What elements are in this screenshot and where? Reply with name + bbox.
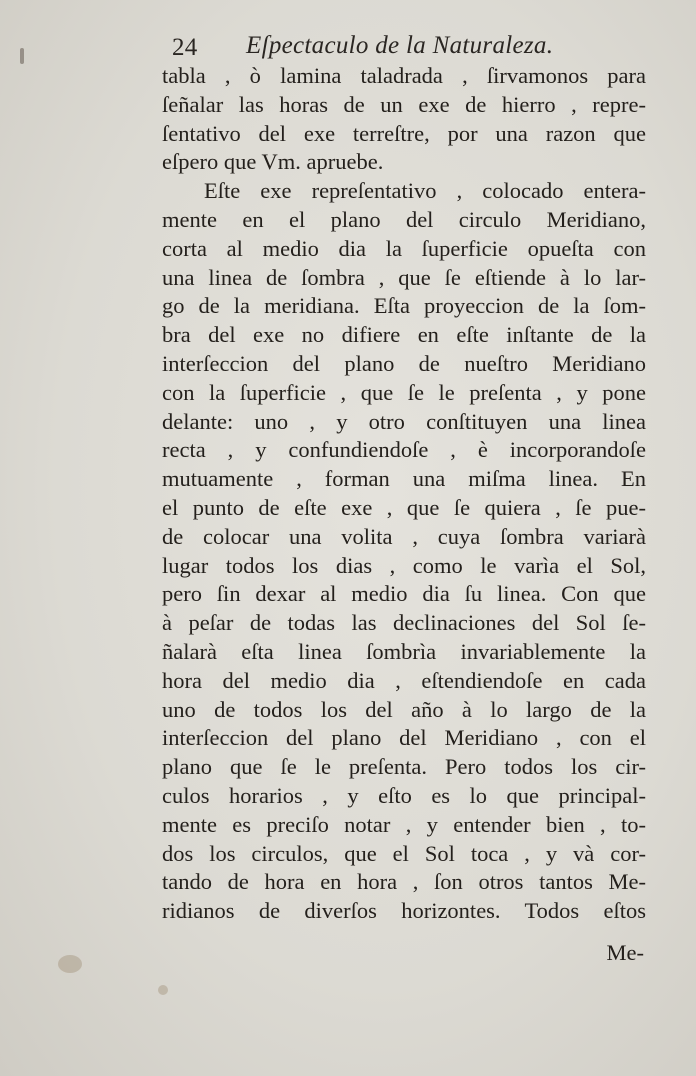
foxing-spot <box>58 955 82 973</box>
text-line: delante: uno , y otro conſtituyen una linea <box>162 408 646 434</box>
running-title: Eſpectaculo de la Naturaleza. <box>246 32 554 59</box>
text-line: corta al medio dia la ſuperficie opueſta con <box>162 235 646 261</box>
body-text <box>162 62 646 926</box>
text-line: mente es preciſo notar , y entender bien , to- <box>162 811 646 837</box>
text-line: lugar todos los dias , como le varìa el Sol, <box>162 552 646 578</box>
text-line: el punto de eſte exe , que ſe quiera , ſe pue- <box>162 494 646 520</box>
text-line: ñalarà eſta linea ſombrìa invariablemente la <box>162 638 646 664</box>
text-line: con la ſuperficie , que ſe le preſenta , y pone <box>162 379 646 405</box>
text-line: à peſar de todas las declinaciones del Sol ſe- <box>162 610 646 636</box>
text-line: una linea de ſombra , que ſe eſtiende à lo lar- <box>162 264 646 290</box>
text-line: ridianos de diverſos horizontes. Todos eſtos <box>162 898 646 924</box>
text-line: uno de todos los del año à lo largo de la <box>162 696 646 722</box>
text-line: pero ſin dexar al medio dia ſu linea. Con que <box>162 581 646 607</box>
foxing-spot <box>20 48 24 64</box>
catchword: Me- <box>606 940 644 965</box>
text-line: ſentativo del exe terreſtre, por una razon que <box>162 120 646 146</box>
page-number: 24 <box>172 34 198 61</box>
text-line: tando de hora en hora , ſon otros tantos Me- <box>162 869 646 895</box>
text-line: bra del exe no difiere en eſte inſtante de la <box>162 322 646 348</box>
text-line: recta , y confundiendoſe , è incorporandoſe <box>162 437 646 463</box>
text-line: go de la meridiana. Eſta proyeccion de la ſom- <box>162 293 646 319</box>
foxing-spot <box>158 985 168 995</box>
text-line: eſpero que Vm. apruebe. <box>162 149 384 175</box>
text-line: dos los circulos, que el Sol toca , y và cor- <box>162 840 646 866</box>
text-line: tabla , ò lamina taladrada , ſirvamonos para <box>162 63 646 88</box>
text-line: ſeñalar las horas de un exe de hierro , repre- <box>162 91 646 117</box>
text-line: plano que ſe le preſenta. Pero todos los cir- <box>162 754 646 780</box>
text-line: interſeccion del plano de nueſtro Meridiano <box>162 350 646 376</box>
text-line: mutuamente , forman una miſma linea. En <box>162 466 646 492</box>
text-line: interſeccion del plano del Meridiano , con el <box>162 725 646 751</box>
text-line: mente en el plano del circulo Meridiano, <box>162 206 646 232</box>
text-line: de colocar una volita , cuya ſombra variarà <box>162 523 646 549</box>
page-header <box>172 30 602 64</box>
text-line: hora del medio dia , eſtendiendoſe en cada <box>162 667 646 693</box>
text-line: Eſte exe repreſentativo , colocado entera- <box>204 178 646 204</box>
text-line: culos horarios , y eſto es lo que principal- <box>162 782 646 808</box>
